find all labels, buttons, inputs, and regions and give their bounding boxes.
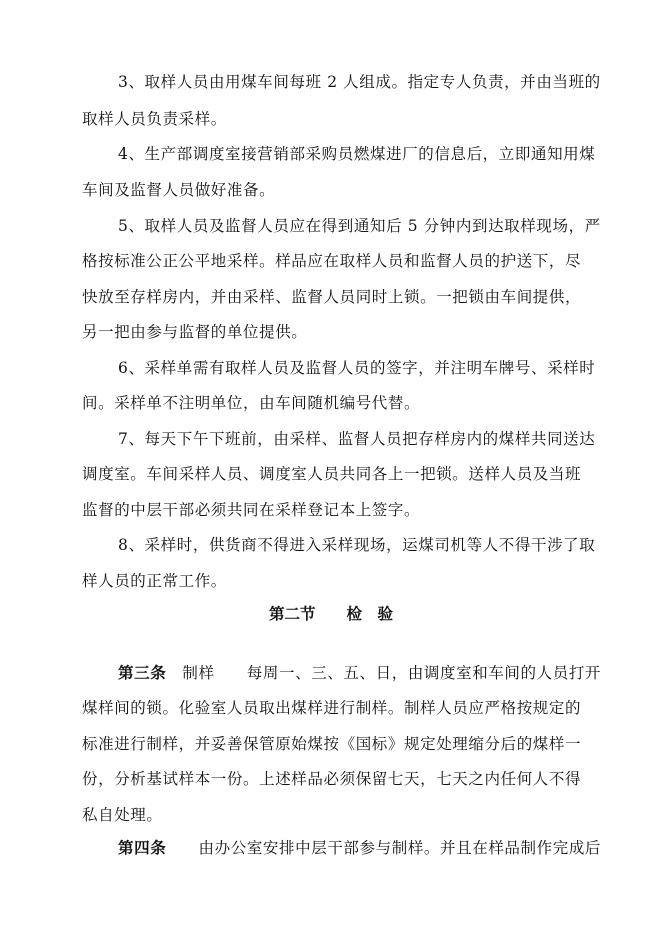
article-3-line-1 bbox=[118, 663, 601, 683]
article-4-label: 第四条 bbox=[118, 838, 167, 857]
paragraph-7-line-2: 调度室。车间采样人员、调度室人员共同各上一把锁。送样人员及当班 bbox=[82, 465, 582, 483]
paragraph-5-line-1: 5、取样人员及监督人员应在得到通知后 5 分钟内到达取样现场，严 bbox=[118, 217, 601, 235]
article-3-label: 第三条 bbox=[118, 663, 167, 682]
section-heading: 第二节 检 验 bbox=[268, 604, 393, 623]
paragraph-7-line-1: 7、每天下午下班前，由采样、监督人员把存样房内的煤样共同送达 bbox=[118, 430, 596, 448]
paragraph-5-line-3: 快放至存样房内，并由采样、监督人员同时上锁。一把锁由车间提供， bbox=[82, 288, 582, 306]
article-3-line-5: 私自处理。 bbox=[82, 806, 163, 824]
paragraph-3-line-2: 取样人员负责采样。 bbox=[82, 110, 227, 128]
paragraph-5-line-2: 格按标准公正公平地采样。样品应在取样人员和监督人员的护送下，尽 bbox=[82, 252, 582, 270]
paragraph-7-line-3: 监督的中层干部必须共同在采样登记本上签字。 bbox=[82, 501, 421, 519]
article-3-line-1-text: 制样 每周一、三、五、日，由调度室和车间的人员打开 bbox=[166, 664, 602, 682]
paragraph-6-line-2: 间。采样单不注明单位，由车间随机编号代替。 bbox=[82, 394, 421, 412]
paragraph-4-line-2: 车间及监督人员做好准备。 bbox=[82, 181, 276, 199]
article-4-line-1-text: 由办公室安排中层干部参与制样。并且在样品制作完成后 bbox=[166, 839, 602, 857]
paragraph-8-line-2: 样人员的正常工作。 bbox=[82, 572, 227, 590]
paragraph-3-line-1: 3、取样人员由用煤车间每班 2 人组成。指定专人负责，并由当班的 bbox=[118, 73, 601, 91]
paragraph-8-line-1: 8、采样时，供货商不得进入采样现场，运煤司机等人不得干涉了取 bbox=[118, 536, 596, 554]
article-4-line-1 bbox=[118, 838, 601, 858]
article-3-line-4: 份，分析基试样本一份。上述样品必须保留七天，七天之内任何人不得 bbox=[82, 770, 582, 788]
paragraph-4-line-1: 4、生产部调度室接营销部采购员燃煤进厂的信息后，立即通知用煤 bbox=[118, 145, 596, 163]
paragraph-6-line-1: 6、采样单需有取样人员及监督人员的签字，并注明车牌号、采样时 bbox=[118, 359, 596, 377]
article-3-line-2: 煤样间的锁。化验室人员取出煤样进行制样。制样人员应严格按规定的 bbox=[82, 699, 582, 717]
paragraph-5-line-4: 另一把由参与监督的单位提供。 bbox=[82, 323, 308, 341]
article-3-line-3: 标准进行制样，并妥善保管原始煤按《国标》规定处理缩分后的煤样一 bbox=[82, 735, 582, 753]
